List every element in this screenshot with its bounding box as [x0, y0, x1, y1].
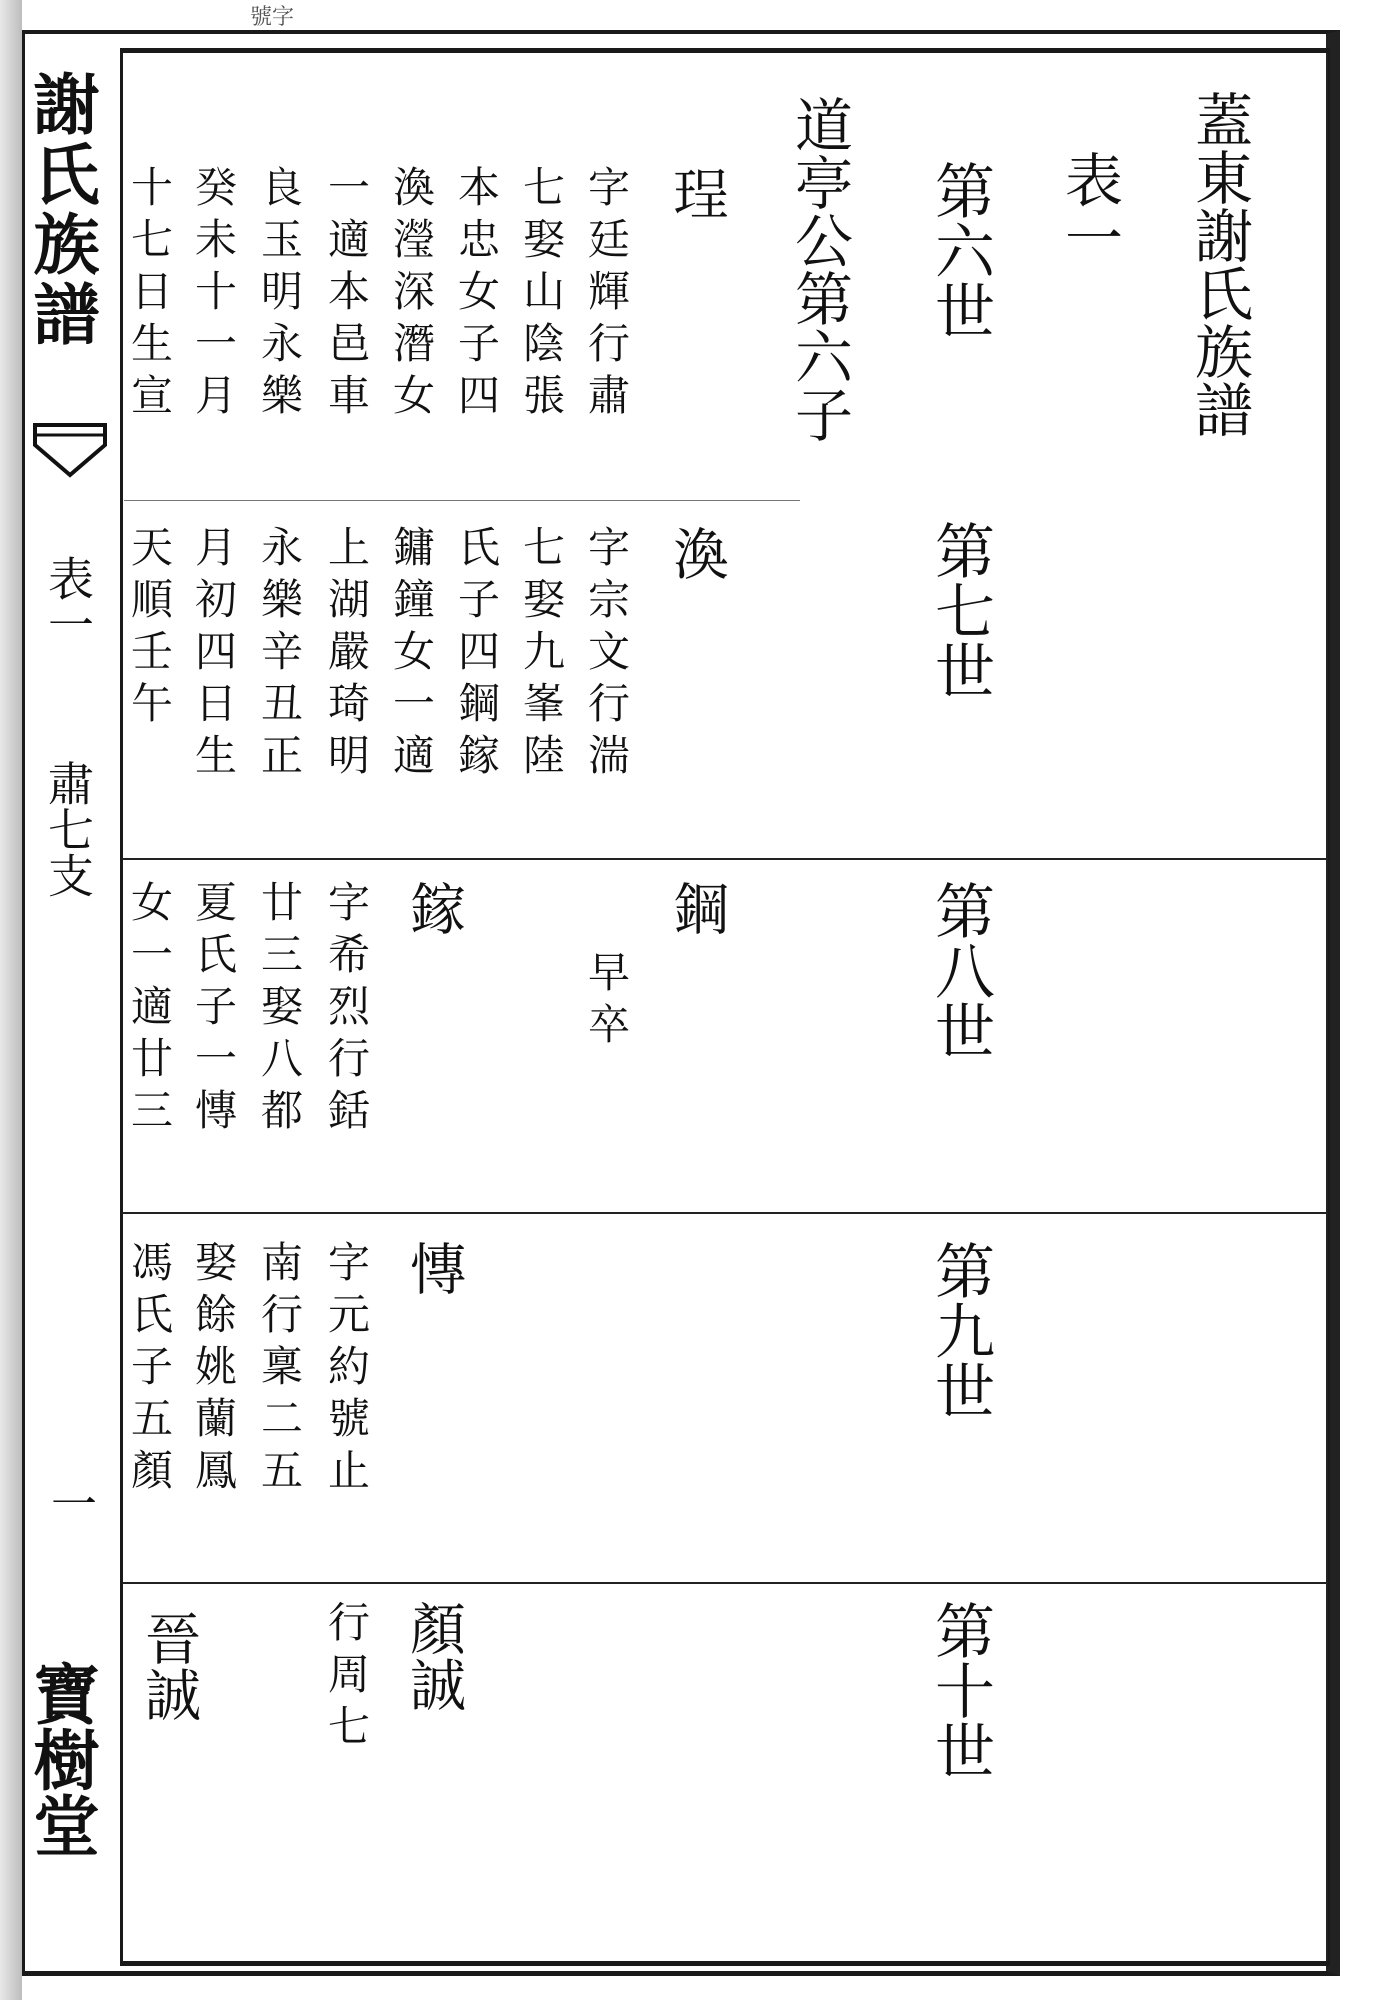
bio-column: 字廷輝行肅: [582, 165, 631, 425]
bio-column: 字希烈行銛: [322, 880, 371, 1140]
bio-column: 七娶山陰張: [517, 165, 566, 425]
bio-column: 天順壬午: [125, 525, 174, 733]
person-name-gen8-jia: 鎵: [401, 880, 466, 936]
table-number: 表一: [1055, 150, 1123, 266]
row-divider-gen9: [122, 1582, 1327, 1584]
margin-table-label: 表一: [41, 555, 95, 647]
row-divider-gen7: [122, 858, 1327, 860]
generation-header-6: 第六世: [925, 160, 995, 340]
order-note: 行周七: [322, 1600, 371, 1756]
bio-column: 月初四日生: [189, 525, 238, 785]
page-edge-shadow: [0, 0, 22, 2000]
margin-hall-name: 寶樹堂: [22, 1660, 100, 1858]
bio-column: 南行稟二五: [255, 1240, 304, 1500]
book-title: 蓋東謝氏族譜: [1185, 90, 1253, 438]
generation-header-9: 第九世: [925, 1240, 995, 1420]
bio-column: 本忠女子四: [452, 165, 501, 425]
lineage-note: 道亭公第六子: [785, 95, 853, 443]
person-name-gen10-yancheng: 顏誠: [401, 1600, 466, 1712]
generation-header-7: 第七世: [925, 520, 995, 700]
bio-column: 渙瀅深潛女: [387, 165, 436, 425]
bio-column: 娶餘姚蘭鳳: [189, 1240, 238, 1500]
bio-column: 一適本邑車: [322, 165, 371, 425]
person-name-gen10-jincheng: 晉誠: [136, 1610, 201, 1722]
generation-header-8: 第八世: [925, 880, 995, 1060]
bio-column: 廿三娶八都: [255, 880, 304, 1140]
row-divider-gen6: [640, 500, 800, 501]
margin-book-title: 謝氏族譜: [22, 70, 100, 350]
person-name-gen9: 慱: [401, 1240, 466, 1296]
entry-divider: [124, 500, 644, 501]
bio-column: 字元約號止: [322, 1240, 371, 1500]
bio-column: 鏞鐘女一適: [387, 525, 436, 785]
generation-header-10: 第十世: [925, 1600, 995, 1780]
fish-tail-mark-icon: [30, 420, 110, 480]
bio-column: 良玉明永樂: [255, 165, 304, 425]
bio-column: 氏子四鋼鎵: [452, 525, 501, 785]
person-name-gen8-gang: 鋼: [664, 880, 729, 936]
bio-column: 癸未十一月: [189, 165, 238, 425]
bio-column: 永樂辛丑正: [255, 525, 304, 785]
row-divider-gen8: [122, 1212, 1327, 1214]
margin-page-number: 一: [44, 1480, 98, 1526]
person-name-gen6: 珵: [664, 165, 729, 221]
bio-column: 女一適廿三: [125, 880, 174, 1140]
bio-column: 上湖嚴琦明: [322, 525, 371, 785]
bio-column: 十七日生宣: [125, 165, 174, 425]
bio-column: 七娶九峯陸: [517, 525, 566, 785]
bio-column: 字宗文行湍: [582, 525, 631, 785]
previous-page-stub: 號字: [250, 5, 295, 30]
margin-branch-label: 肅七支: [41, 760, 95, 898]
person-name-gen7: 渙: [664, 525, 729, 581]
bio-column: 夏氏子一慱: [189, 880, 238, 1140]
death-note: 早卒: [582, 950, 631, 1054]
bio-column: 馮氏子五顏: [125, 1240, 174, 1500]
